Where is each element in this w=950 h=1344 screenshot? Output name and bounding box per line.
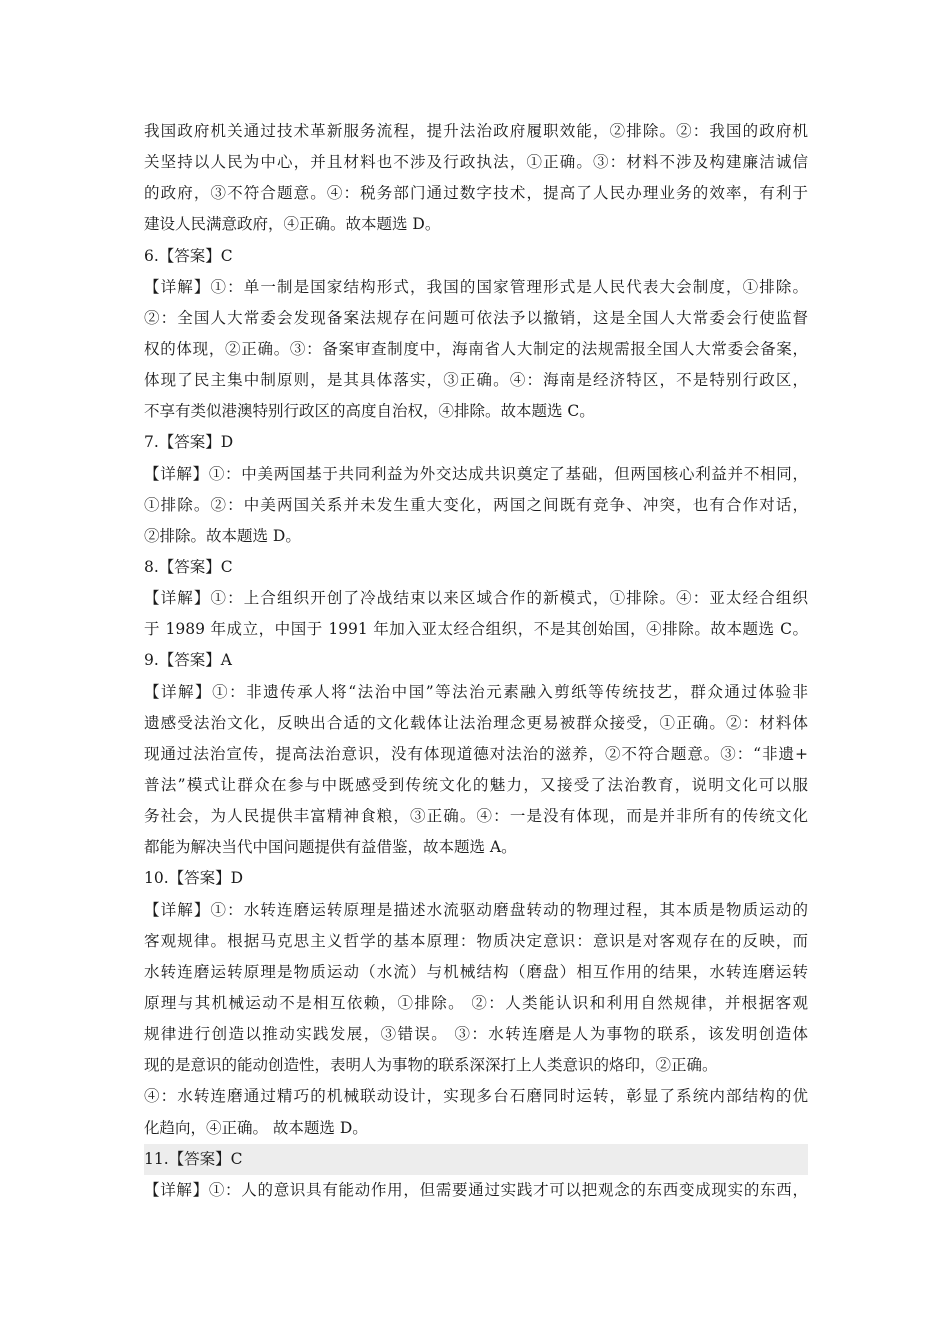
text-line: 务社会，为人民提供丰富精神食粮，③正确。④：一是没有体现，而是并非所有的传统文化 — [144, 807, 808, 826]
text-line: 关坚持以人民为中心，并且材料也不涉及行政执法，①正确。③：材料不涉及构建廉洁诚信 — [144, 153, 808, 172]
text-line: 客观规律。根据马克思主义哲学的基本原理：物质决定意识：意识是对客观存在的反映，而 — [144, 931, 808, 950]
text-line: 【详解】①：上合组织开创了冷战结束以来区域合作的新模式，①排除。④：亚太经合组织 — [144, 589, 808, 608]
text-line: 的政府，③不符合题意。④：税务部门通过数字技术，提高了人民办理业务的效率，有利于 — [144, 184, 808, 203]
text-line: ④：水转连磨通过精巧的机械联动设计，实现多台石磨同时运转，彰显了系统内部结构的优 — [144, 1087, 808, 1106]
text-line: ②：全国人大常委会发现备案法规存在问题可依法予以撤销，这是全国人大常委会行使监督 — [144, 308, 808, 327]
text-line: 遗感受法治文化，反映出合适的文化载体让法治理念更易被群众接受，①正确。②：材料体 — [144, 713, 808, 732]
text-line: 规律进行创造以推动实践发展，③错误。 ③：水转连磨是人为事物的联系，该发明创造体 — [144, 1025, 808, 1044]
text-line: 8.【答案】C — [144, 557, 233, 576]
text-line: 10.【答案】D — [144, 869, 244, 888]
text-line: 9.【答案】A — [144, 651, 232, 670]
text-line: ②排除。故本题选 D。 — [144, 526, 301, 545]
text-line: 【详解】①：中美两国基于共同利益为外交达成共识奠定了基础，但两国核心利益并不相同， — [144, 464, 808, 483]
text-line: 现通过法治宣传，提高法治意识，没有体现道德对法治的滋养，②不符合题意。③：“非遗+ — [144, 744, 808, 763]
text-line: 6.【答案】C — [144, 246, 233, 265]
text-line: 普法”模式让群众在参与中既感受到传统文化的魅力，又接受了法治教育，说明文化可以服 — [144, 775, 808, 794]
text-line: 【详解】①：单一制是国家结构形式，我国的国家管理形式是人民代表大会制度，①排除。 — [144, 277, 808, 296]
text-line: 【详解】①：非遗传承人将“法治中国”等法治元素融入剪纸等传统技艺，群众通过体验非 — [144, 682, 808, 701]
text-line: 于 1989 年成立，中国于 1991 年加入亚太经合组织，不是其创始国，④排除。故本题选 C。 — [144, 620, 808, 639]
text-line: 水转连磨运转原理是物质运动（水流）与机械结构（磨盘）相互作用的结果，水转连磨运转 — [144, 962, 808, 981]
text-line: 都能为解决当代中国问题提供有益借鉴，故本题选 A。 — [144, 838, 517, 857]
text-line: 现的是意识的能动创造性，表明人为事物的联系深深打上人类意识的烙印，②正确。 — [144, 1056, 718, 1075]
text-line: 不享有类似港澳特别行政区的高度自治权，④排除。故本题选 C。 — [144, 402, 595, 421]
text-line: 我国政府机关通过技术革新服务流程，提升法治政府履职效能，②排除。②：我国的政府机 — [144, 122, 808, 140]
text-line: 体现了民主集中制原则，是其具体落实，③正确。④：海南是经济特区，不是特别行政区， — [144, 371, 808, 390]
text-line: 11.【答案】C — [144, 1144, 808, 1175]
text-line: 7.【答案】D — [144, 433, 234, 452]
text-line: 权的体现，②正确。③：备案审查制度中，海南省人大制定的法规需报全国人大常委会备案， — [144, 339, 808, 358]
text-line: 原理与其机械运动不是相互依赖，①排除。 ②：人类能认识和利用自然规律，并根据客观 — [144, 993, 808, 1012]
text-line: ①排除。②：中美两国关系并未发生重大变化，两国之间既有竞争、冲突，也有合作对话， — [144, 495, 808, 514]
text-line: 建设人民满意政府，④正确。故本题选 D。 — [144, 215, 441, 234]
text-line: 【详解】①：水转连磨运转原理是描述水流驱动磨盘转动的物理过程，其本质是物质运动的 — [144, 900, 808, 919]
answer-explanations — [144, 116, 808, 1206]
text-line: 化趋向，④正确。 故本题选 D。 — [144, 1118, 368, 1137]
text-line: 【详解】①：人的意识具有能动作用，但需要通过实践才可以把观念的东西变成现实的东西， — [144, 1180, 808, 1199]
